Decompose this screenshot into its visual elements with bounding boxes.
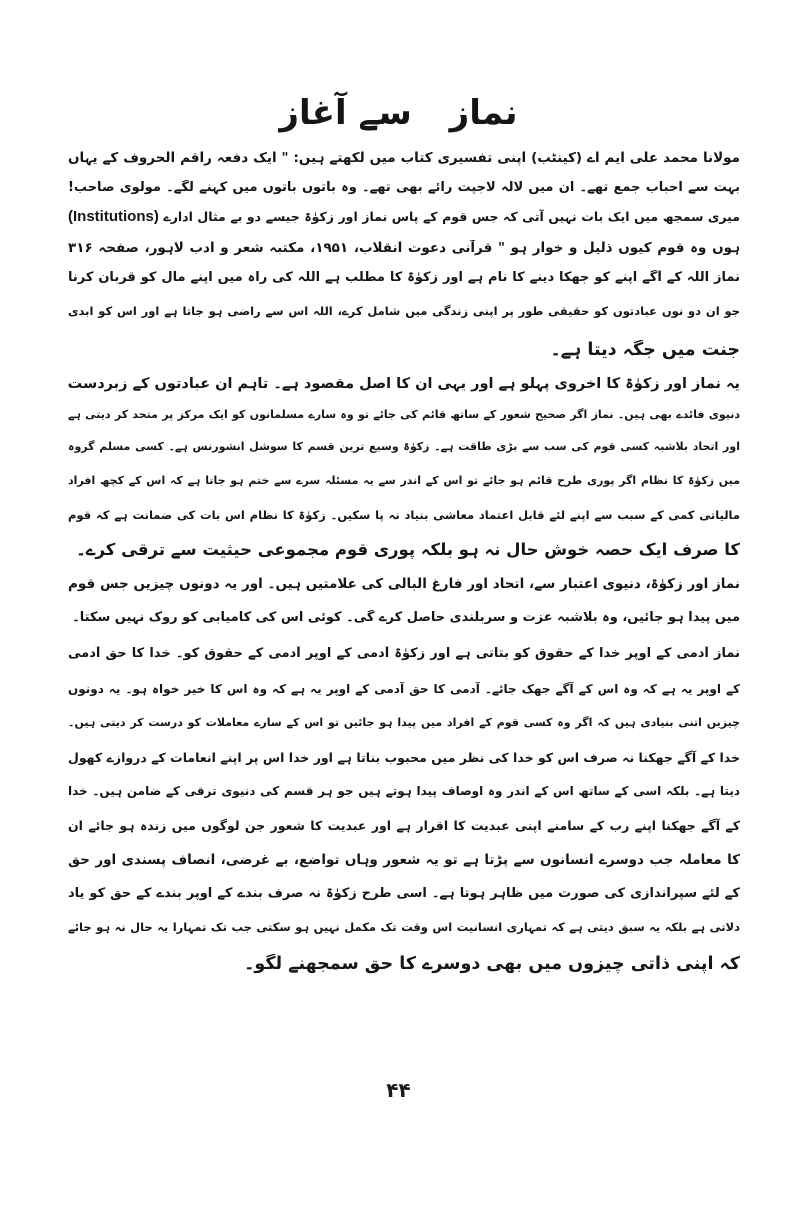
text-line: کے آگے جھکنا اپنے رب کے سامنے اپنی عبدیت کا اقرار ہے اور عبدیت کا شعور جن لوگوں میں زندہ ہو جائے ان — [68, 818, 740, 833]
text-line: یہ نماز اور زکوٰۃ کا اخروی پہلو ہے اور یہی ان کا اصل مقصود ہے۔ تاہم ان عبادتوں کے زبردست — [68, 376, 740, 392]
text-line: مولانا محمد علی ایم اے (کینٹب) اپنی تفسیری کتاب میں لکھتے ہیں: " ایک دفعہ راقم الحروف کے یہاں — [68, 150, 740, 166]
page-title — [0, 92, 797, 133]
text-line: کے اوپر یہ ہے کہ وہ اس کے آگے جھک جائے۔ آدمی کا حق آدمی کے اوپر یہ ہے کہ وہ اس کا خیر خواہ ہو۔ یہ دونوں — [68, 682, 740, 696]
text-line: نماز آدمی کے اوپر خدا کے حقوق کو بتاتی ہے اور زکوٰۃ آدمی کے اوپر آدمی کے حقوق کو۔ خدا کا حق آدمی — [68, 646, 740, 661]
text-line: کے لئے سپراندازی کی صورت میں ظاہر ہوتا ہے۔ اسی طرح زکوٰۃ نہ صرف بندے کے اوپر بندے کے حق کو یاد — [68, 886, 740, 901]
page-number: ۴۴ — [386, 1078, 411, 1102]
text-line: کا صرف ایک حصہ خوش حال نہ ہو بلکہ پوری قوم مجموعی حیثیت سے ترقی کرے۔ — [76, 540, 740, 559]
english-term: (Institutions) — [68, 208, 159, 225]
text-line: میں زکوٰۃ کا نظام اگر پوری طرح قائم ہو جائے تو اس کے اندر سے یہ مسئلہ سرے سے ختم ہو جاتا ہے کہ اس کے کچھ افراد — [68, 474, 740, 487]
text-line: دیتا ہے۔ بلکہ اسی کے ساتھ اس کے اندر وہ اوصاف پیدا ہوتے ہیں جو ہر قسم کی دنیوی ترقی کے ضامن ہیں۔ خدا — [68, 784, 740, 798]
text-line: میری سمجھ میں ایک بات نہیں آتی کہ جس قوم کے پاس نماز اور زکوٰۃ جیسے دو بے مثال ادارے (Institutions) — [68, 208, 740, 225]
text-line: کا معاملہ جب دوسرے انسانوں سے پڑتا ہے تو یہ شعور وہاں تواضع، بے غرضی، انصاف پسندی اور حق — [68, 852, 740, 868]
text-line: دلاتی ہے بلکہ یہ سبق دیتی ہے کہ تمہاری انسانیت اس وقت تک مکمل نہیں ہو سکتی جب تک تمہارا یہ حال نہ ہو جائے — [68, 920, 740, 934]
text-line: مالیاتی کمی کے سبب سے اپنے لئے قابل اعتماد معاشی بنیاد نہ پا سکیں۔ زکوٰۃ کا نظام اس بات کی ضمانت ہے کہ قوم — [68, 508, 740, 522]
text-line: کہ اپنی ذاتی چیزوں میں بھی دوسرے کا حق سمجھنے لگو۔ — [244, 954, 740, 974]
text-line: جنت میں جگہ دیتا ہے۔ — [550, 340, 740, 360]
text-line: چیزیں اتنی بنیادی ہیں کہ اگر وہ کسی قوم کے افراد میں پیدا ہو جائیں تو اس کے سارے معاملات کو درست کر دیتی ہیں۔ — [68, 716, 740, 729]
text-line: نماز اللہ کے آگے اپنے کو جھکا دینے کا نام ہے اور زکوٰۃ کا مطلب ہے اللہ کی راہ میں اپنے مال کو قربان کرنا — [68, 270, 740, 285]
text-line: نماز اور زکوٰۃ، دنیوی اعتبار سے، اتحاد اور فارغ البالی کی علامتیں ہیں۔ اور یہ دونوں چیزیں جس قوم — [68, 576, 740, 592]
title-word-namaz: نماز — [449, 93, 518, 133]
text-line: میں پیدا ہو جائیں، وہ بلاشبہ عزت و سربلندی حاصل کرے گی۔ کوئی اس کی کامیابی کو روک نہیں سکتا۔ — [72, 610, 740, 625]
title-word-se-aghaz: سے آغاز — [279, 93, 412, 133]
text-line: جو ان دو نوں عبادتوں کو حقیقی طور پر اپنی زندگی میں شامل کرے، اللہ اس سے راضی ہو جاتا ہے اور اس کو ابدی — [68, 304, 740, 318]
text-line: دنیوی فائدے بھی ہیں۔ نماز اگر صحیح شعور کے ساتھ قائم کی جائے تو وہ سارے مسلمانوں کو ایک مرکز پر متحد کر دیتی ہے — [68, 408, 740, 421]
text-line: بہت سے احباب جمع تھے۔ ان میں لالہ لاجپت رائے بھی تھے۔ وہ باتوں باتوں میں کہنے لگے۔ مولوی صاحب! — [68, 180, 740, 195]
text-line: خدا کے آگے جھکنا نہ صرف اس کو خدا کی نظر میں محبوب بناتا ہے اور خدا اس پر اپنے انعامات کے دروازے کھول — [68, 750, 740, 765]
text-line: ہوں وہ قوم کیوں ذلیل و خوار ہو " قرآنی دعوت انقلاب، ۱۹۵۱، مکتبہ شعر و ادب لاہور، صفحہ ۳۱۶ — [68, 240, 740, 256]
text-line: اور اتحاد بلاشبہ کسی قوم کی سب سے بڑی طاقت ہے۔ زکوٰۃ وسیع ترین قسم کا سوشل انشورنس ہے۔ کسی مسلم گروہ — [68, 440, 740, 453]
